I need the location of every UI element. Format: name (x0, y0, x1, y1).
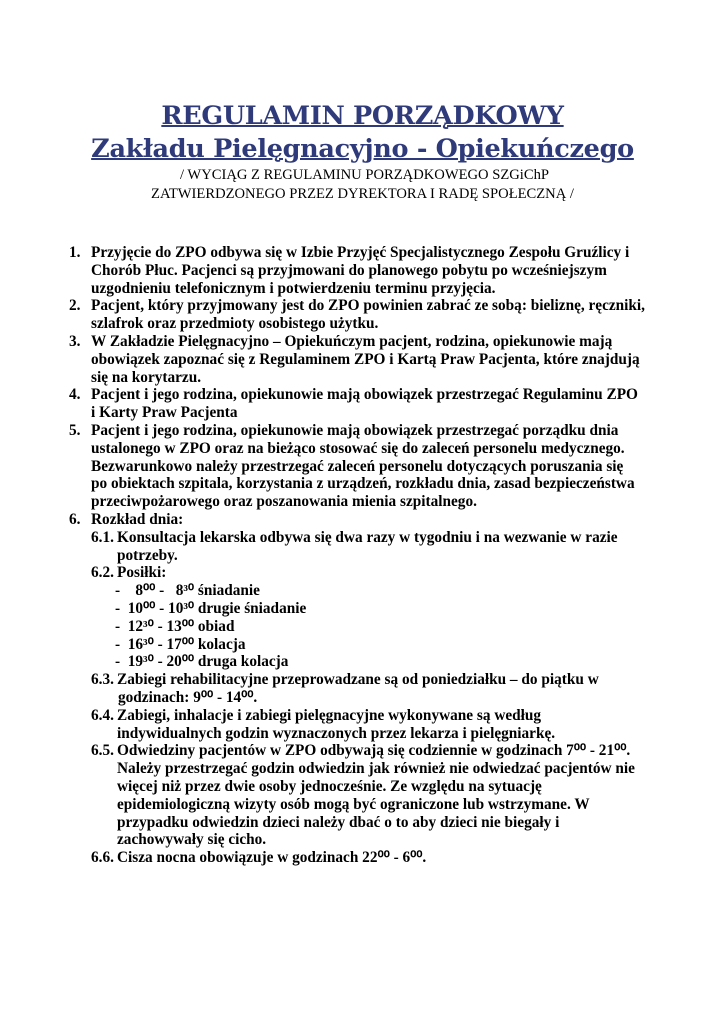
item-number: 6. (69, 510, 81, 528)
item-text: Bezwarunkowo należy przestrzegać zaleceń personelu dotyczących poruszania się (91, 457, 624, 475)
item-text: się na korytarzu. (91, 368, 202, 386)
item-number: 5. (69, 421, 81, 439)
excerpt-note-line1: / WYCIĄG Z REGULAMINU PORZĄDKOWEGO SZGiChP (179, 167, 550, 183)
excerpt-note-line2: ZATWIERDZONEGO PRZEZ DYREKTORA I RADĘ SPOŁECZNĄ / (151, 186, 574, 202)
subitem-text: godzinach: 9⁰⁰ - 14⁰⁰. (118, 688, 258, 706)
subitem-number: 6.3. (91, 671, 114, 689)
item-text: Pacjent i jego rodzina, opiekunowie mają obowiązek przestrzegać porządku dnia (91, 421, 619, 439)
item-text: W Zakładzie Pielęgnacyjno – Opiekuńczym pacjent, rodzina, opiekunowie mają (91, 332, 613, 350)
item-number: 1. (69, 244, 81, 261)
meal-dinner: - 16³⁰ - 17⁰⁰ kolacja (115, 635, 246, 653)
document-subtitle-facility: Zakładu Pielęgnacyjno - Opiekuńczego (91, 134, 634, 164)
item-text: Chorób Płuc. Pacjenci są przyjmowani do planowego pobytu po wcześniejszym (91, 261, 607, 279)
schedule-item-6-3 (0, 671, 725, 689)
schedule-item-6-5 (0, 742, 725, 760)
item-text: uzgodnieniu telefonicznym i potwierdzeniu terminu przyjęcia. (91, 279, 496, 297)
subitem-number: 6.2. (91, 564, 114, 582)
subitem-text: Zabiegi, inhalacje i zabiegi pielęgnacyjne wykonywane są według (117, 706, 542, 724)
subitem-number: 6.4. (91, 706, 114, 724)
subitem-text: więcej niż przez dwie osoby jednocześnie. Ze względu na sytuację (117, 777, 542, 795)
item-text: Przyjęcie do ZPO odbywa się w Izbie Przyjęć Specjalistycznego Zespołu Gruźlicy i (91, 244, 630, 261)
item-number: 4. (69, 386, 81, 404)
schedule-item-6-4 (0, 707, 725, 725)
meal-lunch: - 12³⁰ - 13⁰⁰ obiad (115, 617, 235, 635)
list-item-6 (0, 511, 725, 529)
subitem-text: epidemiologiczną wizyty osób mogą być ograniczone lub wstrzymane. W (117, 795, 590, 813)
list-item-1 (0, 244, 725, 262)
item-number: 2. (69, 297, 81, 315)
subitem-text: Zabiegi rehabilitacyjne przeprowadzane są od poniedziałku – do piątku w (117, 671, 599, 689)
item-text: szlafrok oraz przedmioty osobistego użytku. (91, 315, 379, 333)
regulations-list (0, 244, 725, 867)
subitem-text: potrzeby. (117, 546, 178, 564)
document-title: REGULAMIN PORZĄDKOWY (161, 101, 564, 131)
item-text: przeciwpożarowego oraz poszanowania mienia szpitalnego. (91, 493, 477, 511)
list-item-3 (0, 333, 725, 351)
subitem-text: Należy przestrzegać godzin odwiedzin jak również nie odwiedzać pacjentów nie (117, 760, 635, 778)
meal-second-dinner: - 19³⁰ - 20⁰⁰ druga kolacja (115, 653, 289, 671)
item-number: 3. (69, 332, 81, 350)
meal-second-breakfast: - 10⁰⁰ - 10³⁰ drugie śniadanie (115, 599, 307, 617)
item-text: Pacjent, który przyjmowany jest do ZPO powinien zabrać ze sobą: bieliznę, ręczniki, (91, 297, 646, 315)
list-item-4 (0, 386, 725, 404)
meals-label: Posiłki: (117, 564, 167, 582)
subitem-text: indywidualnych godzin wyznaczonych przez lekarza i pielęgniarkę. (117, 724, 556, 742)
subitem-text: Odwiedziny pacjentów w ZPO odbywają się codziennie w godzinach 7⁰⁰ - 21⁰⁰. (117, 742, 631, 760)
meal-breakfast: - 8⁰⁰ - 8³⁰ śniadanie (115, 582, 260, 600)
item-text: obowiązek zapoznać się z Regulaminem ZPO i Kartą Praw Pacjenta, które znajdują (91, 350, 640, 368)
subitem-number: 6.6. (91, 849, 114, 867)
item-text: i Karty Praw Pacjenta (91, 404, 238, 422)
schedule-item-6-2 (0, 564, 725, 582)
list-item-2 (0, 297, 725, 315)
item-text: Rozkład dnia: (91, 510, 184, 528)
subitem-number: 6.1. (91, 528, 114, 546)
subitem-number: 6.5. (91, 742, 114, 760)
subitem-text: Cisza nocna obowiązuje w godzinach 22⁰⁰ - 6⁰⁰. (117, 849, 427, 867)
list-item-5 (0, 422, 725, 440)
subitem-text: zachowywały się cicho. (117, 831, 267, 849)
schedule-item-6-1 (0, 529, 725, 547)
schedule-item-6-6 (0, 849, 725, 867)
item-text: Pacjent i jego rodzina, opiekunowie mają obowiązek przestrzegać Regulaminu ZPO (91, 386, 638, 404)
item-text: ustalonego w ZPO oraz na bieżąco stosować się do zaleceń personelu medycznego. (91, 439, 625, 457)
subitem-text: Konsultacja lekarska odbywa się dwa razy w tygodniu i na wezwanie w razie (117, 528, 618, 546)
subitem-text: przypadku odwiedzin dzieci należy dbać o to aby dzieci nie biegały i (117, 813, 560, 831)
item-text: po obiektach szpitala, korzystania z urządzeń, rozkładu dnia, zasad bezpieczeństwa (91, 475, 635, 493)
